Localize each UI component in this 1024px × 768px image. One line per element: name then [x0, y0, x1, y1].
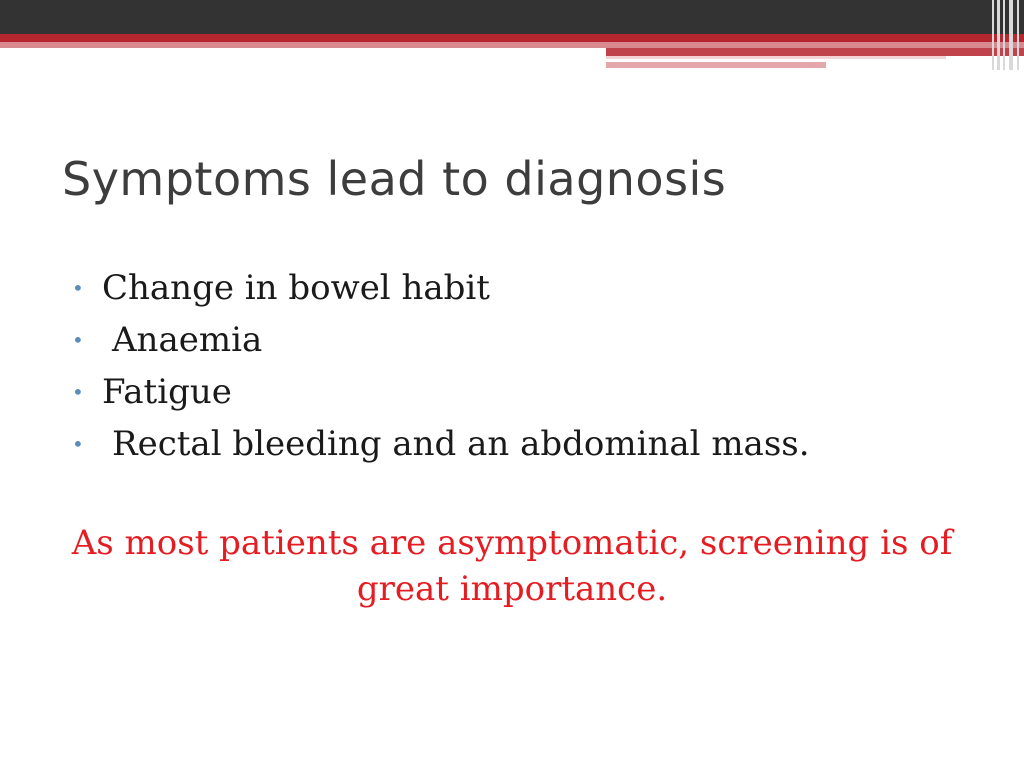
- bullet-text: Change in bowel habit: [102, 268, 490, 308]
- bullet-list: [72, 262, 972, 470]
- screening-note: As most patients are asymptomatic, screening is of great importance.: [71, 523, 953, 609]
- header-accent-band: [606, 48, 1024, 56]
- header-dark-band: [0, 0, 1024, 34]
- header-accent-line-lower: [606, 62, 826, 68]
- slide-title: Symptoms lead to diagnosis: [62, 152, 727, 206]
- bullet-icon: •: [72, 380, 84, 404]
- header-red-band: [0, 34, 1024, 42]
- list-item: [72, 314, 972, 366]
- bullet-icon: •: [72, 328, 84, 352]
- bullet-icon: •: [72, 432, 84, 456]
- list-item: [72, 418, 972, 470]
- list-item: [72, 366, 972, 418]
- header-stripes: [988, 0, 1024, 70]
- list-item: [72, 262, 972, 314]
- bullet-text: Fatigue: [102, 372, 232, 412]
- bullet-text: Anaemia: [112, 320, 263, 360]
- bullet-text: Rectal bleeding and an abdominal mass.: [112, 424, 810, 464]
- bullet-icon: •: [72, 276, 84, 300]
- header-accent-line: [606, 56, 946, 59]
